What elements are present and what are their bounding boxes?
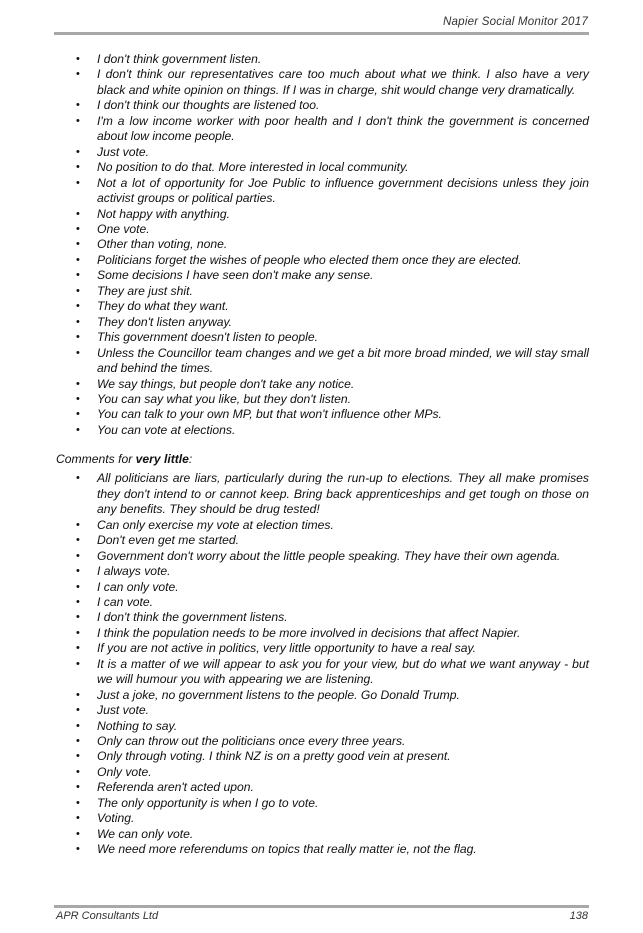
list-item: • All politicians are liars, particularly during the run-up to elections. They all make promises they don't intend to or cannot keep. Bring back apprenticeships and get tough on those on any benefits. They should be drug tested! (56, 471, 589, 517)
list-item: • One vote. (56, 222, 589, 237)
list-item: • It is a matter of we will appear to ask you for your view, but do what we want anyway - but we will humour you with appearing we are listening. (56, 657, 589, 688)
list-item: • Just vote. (56, 145, 589, 160)
comment-list-1 (56, 52, 589, 438)
list-item: • I don't think the government listens. (56, 610, 589, 625)
list-item: • Only through voting. I think NZ is on a pretty good vein at present. (56, 749, 589, 764)
list-item: • If you are not active in politics, very little opportunity to have a real say. (56, 641, 589, 656)
list-item: • I think the population needs to be more involved in decisions that affect Napier. (56, 626, 589, 641)
list-item: • I don't think our representatives care too much about what we think. I also have a very black and white opinion on things. If I was in charge, shit would change very dramatically. (56, 67, 589, 98)
list-item: • Unless the Councillor team changes and we get a bit more broad minded, we will stay small and behind the times. (56, 346, 589, 377)
section-heading-suffix: : (188, 452, 193, 467)
list-item: • We need more referendums on topics that really matter ie, not the flag. (56, 842, 589, 857)
comment-list-2 (56, 471, 589, 857)
list-item: • Only vote. (56, 765, 589, 780)
list-item: • Referenda aren't acted upon. (56, 780, 589, 795)
list-item: • They are just shit. (56, 284, 589, 299)
list-item: • You can say what you like, but they don't listen. (56, 392, 589, 407)
list-item: • I'm a low income worker with poor health and I don't think the government is concerned about low income people. (56, 114, 589, 145)
page-content (56, 52, 589, 858)
list-item: • No position to do that. More interested in local community. (56, 160, 589, 175)
footer-company: APR Consultants Ltd (56, 910, 159, 922)
list-item: • Only can throw out the politicians once every three years. (56, 734, 589, 749)
header-divider (54, 32, 589, 35)
list-item: • They do what they want. (56, 299, 589, 314)
list-item: • You can talk to your own MP, but that won't influence other MPs. (56, 407, 589, 422)
list-item: • Politicians forget the wishes of people who elected them once they are elected. (56, 253, 589, 268)
list-item: • Can only exercise my vote at election times. (56, 518, 589, 533)
page-number: 138 (569, 910, 588, 922)
list-item: • This government doesn't listen to people. (56, 330, 589, 345)
list-item: • They don't listen anyway. (56, 315, 589, 330)
list-item: • We can only vote. (56, 827, 589, 842)
list-item: • We say things, but people don't take any notice. (56, 377, 589, 392)
list-item: • Just vote. (56, 703, 589, 718)
section-heading-bold: very little (135, 452, 189, 467)
list-item: • Not a lot of opportunity for Joe Public to influence government decisions unless they join activist groups or political parties. (56, 176, 589, 207)
section-heading-prefix: Comments for (56, 452, 136, 467)
list-item: • Government don't worry about the little people speaking. They have their own agenda. (56, 549, 589, 564)
header-title: Napier Social Monitor 2017 (442, 15, 588, 28)
list-item: • Just a joke, no government listens to the people. Go Donald Trump. (56, 688, 589, 703)
list-item: • I always vote. (56, 564, 589, 579)
list-item: • I don't think our thoughts are listened too. (56, 98, 589, 113)
list-item: • I don't think government listen. (56, 52, 589, 67)
list-item: • Voting. (56, 811, 589, 826)
footer-divider (54, 905, 589, 908)
list-item: • Other than voting, none. (56, 237, 589, 252)
list-item: • I can vote. (56, 595, 589, 610)
list-item: • Not happy with anything. (56, 207, 589, 222)
list-item: • I can only vote. (56, 580, 589, 595)
section-heading-very-little (56, 452, 589, 467)
list-item: • Some decisions I have seen don't make any sense. (56, 268, 589, 283)
list-item: • You can vote at elections. (56, 423, 589, 438)
list-item: • Don't even get me started. (56, 533, 589, 548)
list-item: • The only opportunity is when I go to vote. (56, 796, 589, 811)
list-item: • Nothing to say. (56, 719, 589, 734)
